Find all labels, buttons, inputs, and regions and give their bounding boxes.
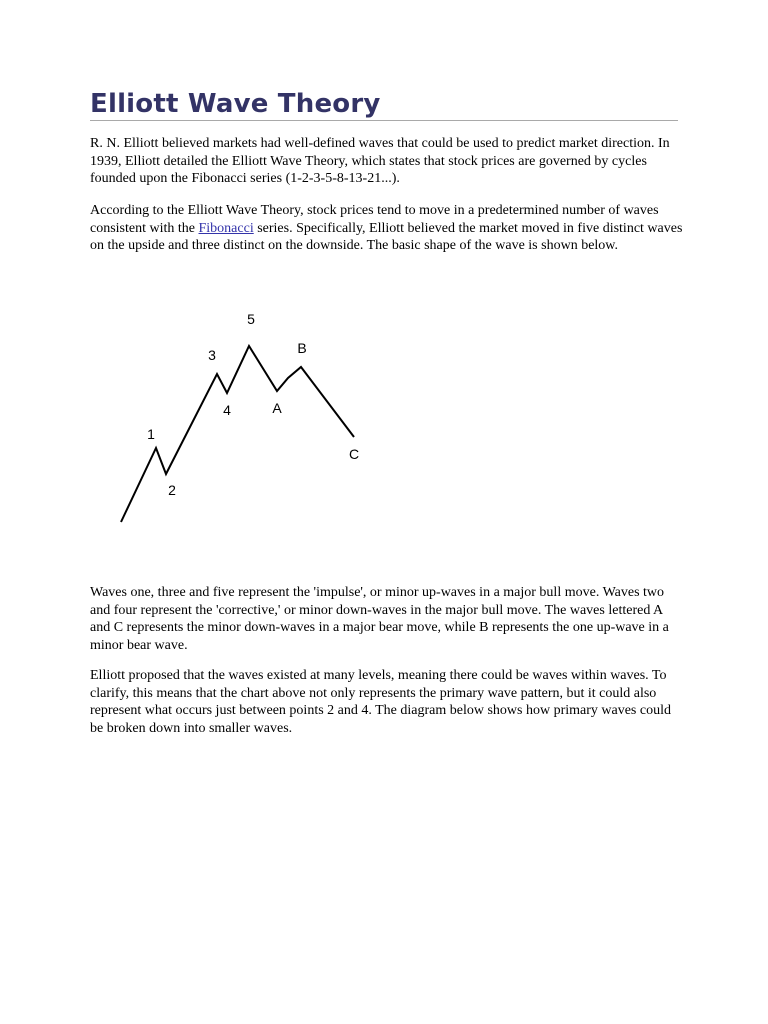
- wave-levels-paragraph: Elliott proposed that the waves existed at many levels, meaning there could be waves within waves. To clarify, this means that the chart above not only represents the primary wave pattern, but it could also represent what occurs just between points 2 and 4. The diagram below shows how primary waves could be broken down into smaller waves.: [90, 668, 671, 736]
- wave-label-c: C: [348, 446, 360, 462]
- theory-paragraph: [90, 202, 685, 255]
- page-title: Elliott Wave Theory: [90, 89, 381, 119]
- wave-label-5: 5: [247, 311, 255, 327]
- wave-label-b: B: [297, 340, 307, 356]
- elliott-wave-diagram: [110, 300, 380, 530]
- impulse-corrective-paragraph: Waves one, three and five represent the 'impulse', or minor up-waves in a major bull move. Waves two and four represent the 'corrective,' or minor down-waves in the major bull move. The waves lettered A and C represents the minor down-waves in a major bear move, while B represents the one up-wave in a minor bear wave.: [90, 585, 669, 653]
- intro-paragraph: R. N. Elliott believed markets had well-defined waves that could be used to predict market direction. In 1939, Elliott detailed the Elliott Wave Theory, which states that stock prices are governed by cycles founded upon the Fibonacci series (1-2-3-5-8-13-21...).: [90, 136, 670, 186]
- wave-label-a: A: [272, 400, 282, 416]
- wave-label-4: 4: [223, 402, 231, 418]
- wave-line: [121, 346, 354, 522]
- wave-label-1: 1: [147, 426, 155, 442]
- title-divider: [90, 120, 678, 121]
- theory-text-end: series. Specifically, Elliott believed the market moved in five distinct waves on the upside and three distinct on the downside. The basic shape of the wave is shown below.: [90, 220, 683, 253]
- fibonacci-link[interactable]: Fibonacci: [198, 220, 254, 236]
- wave-label-3: 3: [208, 347, 216, 363]
- theory-text-start: According to the Elliott Wave Theory, stock prices tend to move in a predetermined number of waves consistent with the: [90, 203, 659, 236]
- wave-label-2: 2: [168, 482, 176, 498]
